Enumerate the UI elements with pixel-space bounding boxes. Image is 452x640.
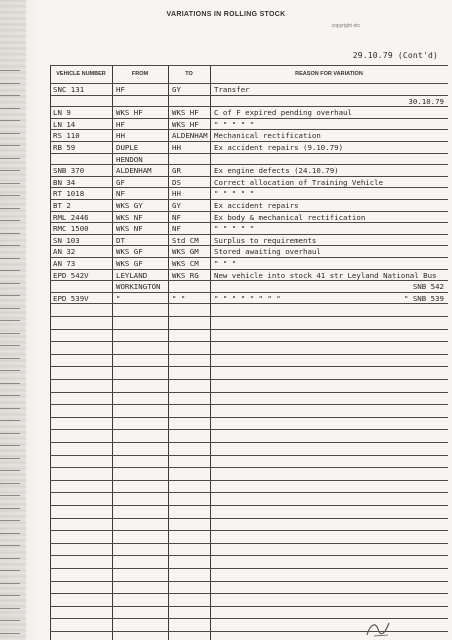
- margin-tick: [0, 270, 20, 271]
- cell-reason: " " " " ": [214, 189, 255, 199]
- cell-to: WKS RG: [172, 270, 199, 280]
- margin-tick: [0, 445, 20, 446]
- cell-reason: Surplus to requirements: [214, 235, 317, 245]
- cell-to: WKS CM: [172, 259, 199, 268]
- table-row: [50, 257, 448, 269]
- table-row: [50, 95, 448, 107]
- margin-tick: [0, 533, 20, 534]
- margin-tick: [0, 120, 20, 121]
- cell-reason: Ex engine defects (24.10.79): [214, 166, 339, 176]
- margin-tick: [0, 408, 20, 409]
- blank-row-divider: [50, 518, 448, 519]
- column-header-from: FROM: [131, 71, 149, 77]
- margin-tick: [0, 320, 20, 321]
- cell-from: WORKINGTON: [116, 282, 161, 292]
- blank-row-divider: [50, 404, 448, 405]
- blank-row-divider: [50, 392, 448, 393]
- table-row: [50, 187, 448, 199]
- cell-to: NF: [172, 212, 181, 222]
- blank-row-divider: [50, 606, 448, 607]
- margin-tick: [0, 608, 20, 609]
- table-row: [50, 211, 448, 223]
- table-row: [50, 118, 448, 130]
- blank-row-divider: [50, 593, 448, 594]
- table-row: [50, 245, 448, 257]
- cell-from: HENDON: [116, 154, 143, 164]
- cell-from: ": [116, 293, 121, 303]
- cell-from: LEYLAND: [116, 270, 148, 280]
- cell-vehicle: RMC 1500: [53, 224, 89, 234]
- margin-tick: [0, 158, 20, 159]
- margin-tick: [0, 383, 20, 384]
- row-divider: [50, 303, 448, 304]
- table-row: [50, 199, 448, 211]
- margin-tick: [0, 483, 20, 484]
- cell-vehicle: RML 2446: [53, 212, 89, 222]
- margin-tick: [0, 558, 20, 559]
- cell-vehicle: AN 32: [53, 247, 76, 257]
- blank-row-divider: [50, 366, 448, 367]
- cell-vehicle: BT 2: [53, 201, 71, 210]
- table-row: [50, 83, 448, 95]
- cell-from: WKS GF: [116, 259, 143, 268]
- cell-vehicle: SNC 131: [53, 85, 85, 94]
- signature-mark: [364, 620, 392, 638]
- margin-tick: [0, 95, 20, 96]
- blank-row-divider: [50, 455, 448, 456]
- table-top-border: [50, 65, 448, 66]
- margin-tick: [0, 508, 20, 509]
- margin-tick: [0, 520, 20, 521]
- table-row: [50, 141, 448, 153]
- cell-from: ALDENHAM: [116, 166, 152, 176]
- margin-tick: [0, 470, 20, 471]
- table-row: [50, 106, 448, 118]
- margin-tick: [0, 220, 20, 221]
- cell-reason: " " ": [214, 259, 237, 268]
- margin-tick: [0, 458, 20, 459]
- blank-row-divider: [50, 581, 448, 582]
- column-header-reason: REASON FOR VARIATION: [295, 71, 363, 77]
- margin-tick: [0, 133, 20, 134]
- cell-vehicle: LN 9: [53, 108, 71, 118]
- margin-tick: [0, 583, 20, 584]
- blank-row-divider: [50, 555, 448, 556]
- cell-from: WKS NF: [116, 224, 143, 234]
- cell-reason: New vehicle into stock 41 str Leyland National Bus: [214, 270, 437, 280]
- cell-right-note: " SNB 539: [403, 293, 444, 303]
- blank-row-divider: [50, 505, 448, 506]
- margin-tick: [0, 308, 20, 309]
- blank-row-divider: [50, 568, 448, 569]
- margin-tick: [0, 145, 20, 146]
- cell-to: WKS HF: [172, 108, 199, 118]
- margin-tick: [0, 170, 20, 171]
- cell-vehicle: BN 34: [53, 177, 76, 187]
- margin-tick: [0, 545, 20, 546]
- margin-tick: [0, 295, 20, 296]
- blank-row-divider: [50, 442, 448, 443]
- cell-from: NF: [116, 189, 125, 199]
- margin-tick: [0, 633, 20, 634]
- table-row: [50, 176, 448, 188]
- margin-tick: [0, 195, 20, 196]
- margin-tick: [0, 345, 20, 346]
- cell-to: WKS HF: [172, 119, 199, 129]
- rolling-stock-table: [50, 65, 448, 640]
- cell-reason: Mechanical rectification: [214, 131, 321, 141]
- table-row: [50, 292, 448, 304]
- cell-reason: C of F expired pending overhaul: [214, 108, 352, 118]
- table-row: [50, 129, 448, 141]
- cell-vehicle: EPD 539V: [53, 293, 89, 303]
- cell-to: Std CM: [172, 235, 199, 245]
- margin-tick: [0, 420, 20, 421]
- cell-reason: Correct allocation of Training Vehicle: [214, 177, 384, 187]
- cell-vehicle: RS 110: [53, 131, 80, 141]
- table-row: [50, 222, 448, 234]
- cell-from: GF: [116, 177, 125, 187]
- cell-from: WKS GF: [116, 247, 143, 257]
- margin-tick: [0, 258, 20, 259]
- blank-row-divider: [50, 530, 448, 531]
- margin-tick: [0, 108, 20, 109]
- cell-from: HF: [116, 85, 125, 94]
- cell-to: GR: [172, 166, 181, 176]
- cell-to: DS: [172, 177, 181, 187]
- cell-reason: Stored awaiting overhaul: [214, 247, 321, 257]
- date-header: 29.10.79 (Cont'd): [352, 51, 438, 60]
- cell-from: HF: [116, 119, 125, 129]
- table-row: [50, 269, 448, 281]
- margin-tick: [0, 595, 20, 596]
- margin-tick: [0, 620, 20, 621]
- cell-to: HH: [172, 189, 181, 199]
- cell-right-note: SNB 542: [412, 282, 444, 292]
- table-row: [50, 234, 448, 246]
- cell-reason: Ex body & mechanical rectification: [214, 212, 366, 222]
- blank-row-divider: [50, 492, 448, 493]
- cell-vehicle: RT 1018: [53, 189, 85, 199]
- column-header-vehicle: VEHICLE NUMBER: [56, 71, 106, 77]
- margin-tick: [0, 183, 20, 184]
- blank-row-divider: [50, 480, 448, 481]
- cell-reason: " " " " ": [214, 224, 255, 234]
- cell-to: WKS GM: [172, 247, 199, 257]
- blank-row-divider: [50, 329, 448, 330]
- margin-tick: [0, 370, 20, 371]
- blank-row-divider: [50, 417, 448, 418]
- blank-row-divider: [50, 467, 448, 468]
- cell-vehicle: AN 73: [53, 259, 76, 268]
- cell-to: NF: [172, 224, 181, 234]
- cell-reason: Ex accident repairs: [214, 201, 299, 210]
- cell-to: GY: [172, 85, 181, 94]
- column-header-to: TO: [185, 71, 193, 77]
- margin-tick: [0, 233, 20, 234]
- blank-row-divider: [50, 543, 448, 544]
- cell-vehicle: EPD 542V: [53, 270, 89, 280]
- cell-reason: Transfer: [214, 85, 250, 94]
- cell-vehicle: RB 59: [53, 143, 76, 152]
- cell-to: ALDENHAM: [172, 131, 208, 141]
- table-row: [50, 153, 448, 165]
- cell-to: HH: [172, 143, 181, 152]
- cell-to: " ": [172, 293, 186, 303]
- cell-vehicle: SN 103: [53, 235, 80, 245]
- margin-tick: [0, 245, 20, 246]
- cell-from: DT: [116, 235, 125, 245]
- blank-row-divider: [50, 379, 448, 380]
- cell-vehicle: SNB 370: [53, 166, 85, 176]
- margin-tick: [0, 333, 20, 334]
- cell-from: WKS HF: [116, 108, 143, 118]
- document-title: VARIATIONS IN ROLLING STOCK: [166, 11, 286, 18]
- margin-tick: [0, 70, 20, 71]
- cell-from: DUPLE: [116, 143, 139, 152]
- margin-tick: [0, 283, 20, 284]
- blank-row-divider: [50, 316, 448, 317]
- cell-to: GY: [172, 201, 181, 210]
- blank-row-divider: [50, 354, 448, 355]
- copyright-note: copyright etc: [331, 23, 360, 29]
- margin-tick: [0, 395, 20, 396]
- margin-tick: [0, 83, 20, 84]
- cell-right-note: 30.10.79: [408, 96, 444, 106]
- cell-vehicle: LN 14: [53, 119, 76, 129]
- cell-reason: " " " " " " " ": [214, 293, 281, 303]
- table-row: [50, 280, 448, 292]
- cell-from: WKS NF: [116, 212, 143, 222]
- blank-row-divider: [50, 341, 448, 342]
- cell-from: WKS GY: [116, 201, 143, 210]
- cell-from: HH: [116, 131, 125, 141]
- margin-tick: [0, 208, 20, 209]
- margin-tick: [0, 570, 20, 571]
- margin-tick: [0, 433, 20, 434]
- cell-reason: " " " " ": [214, 119, 255, 129]
- cell-reason: Ex accident repairs (9.10.79): [214, 143, 344, 152]
- margin-tick: [0, 495, 20, 496]
- table-row: [50, 164, 448, 176]
- margin-tick: [0, 358, 20, 359]
- blank-row-divider: [50, 429, 448, 430]
